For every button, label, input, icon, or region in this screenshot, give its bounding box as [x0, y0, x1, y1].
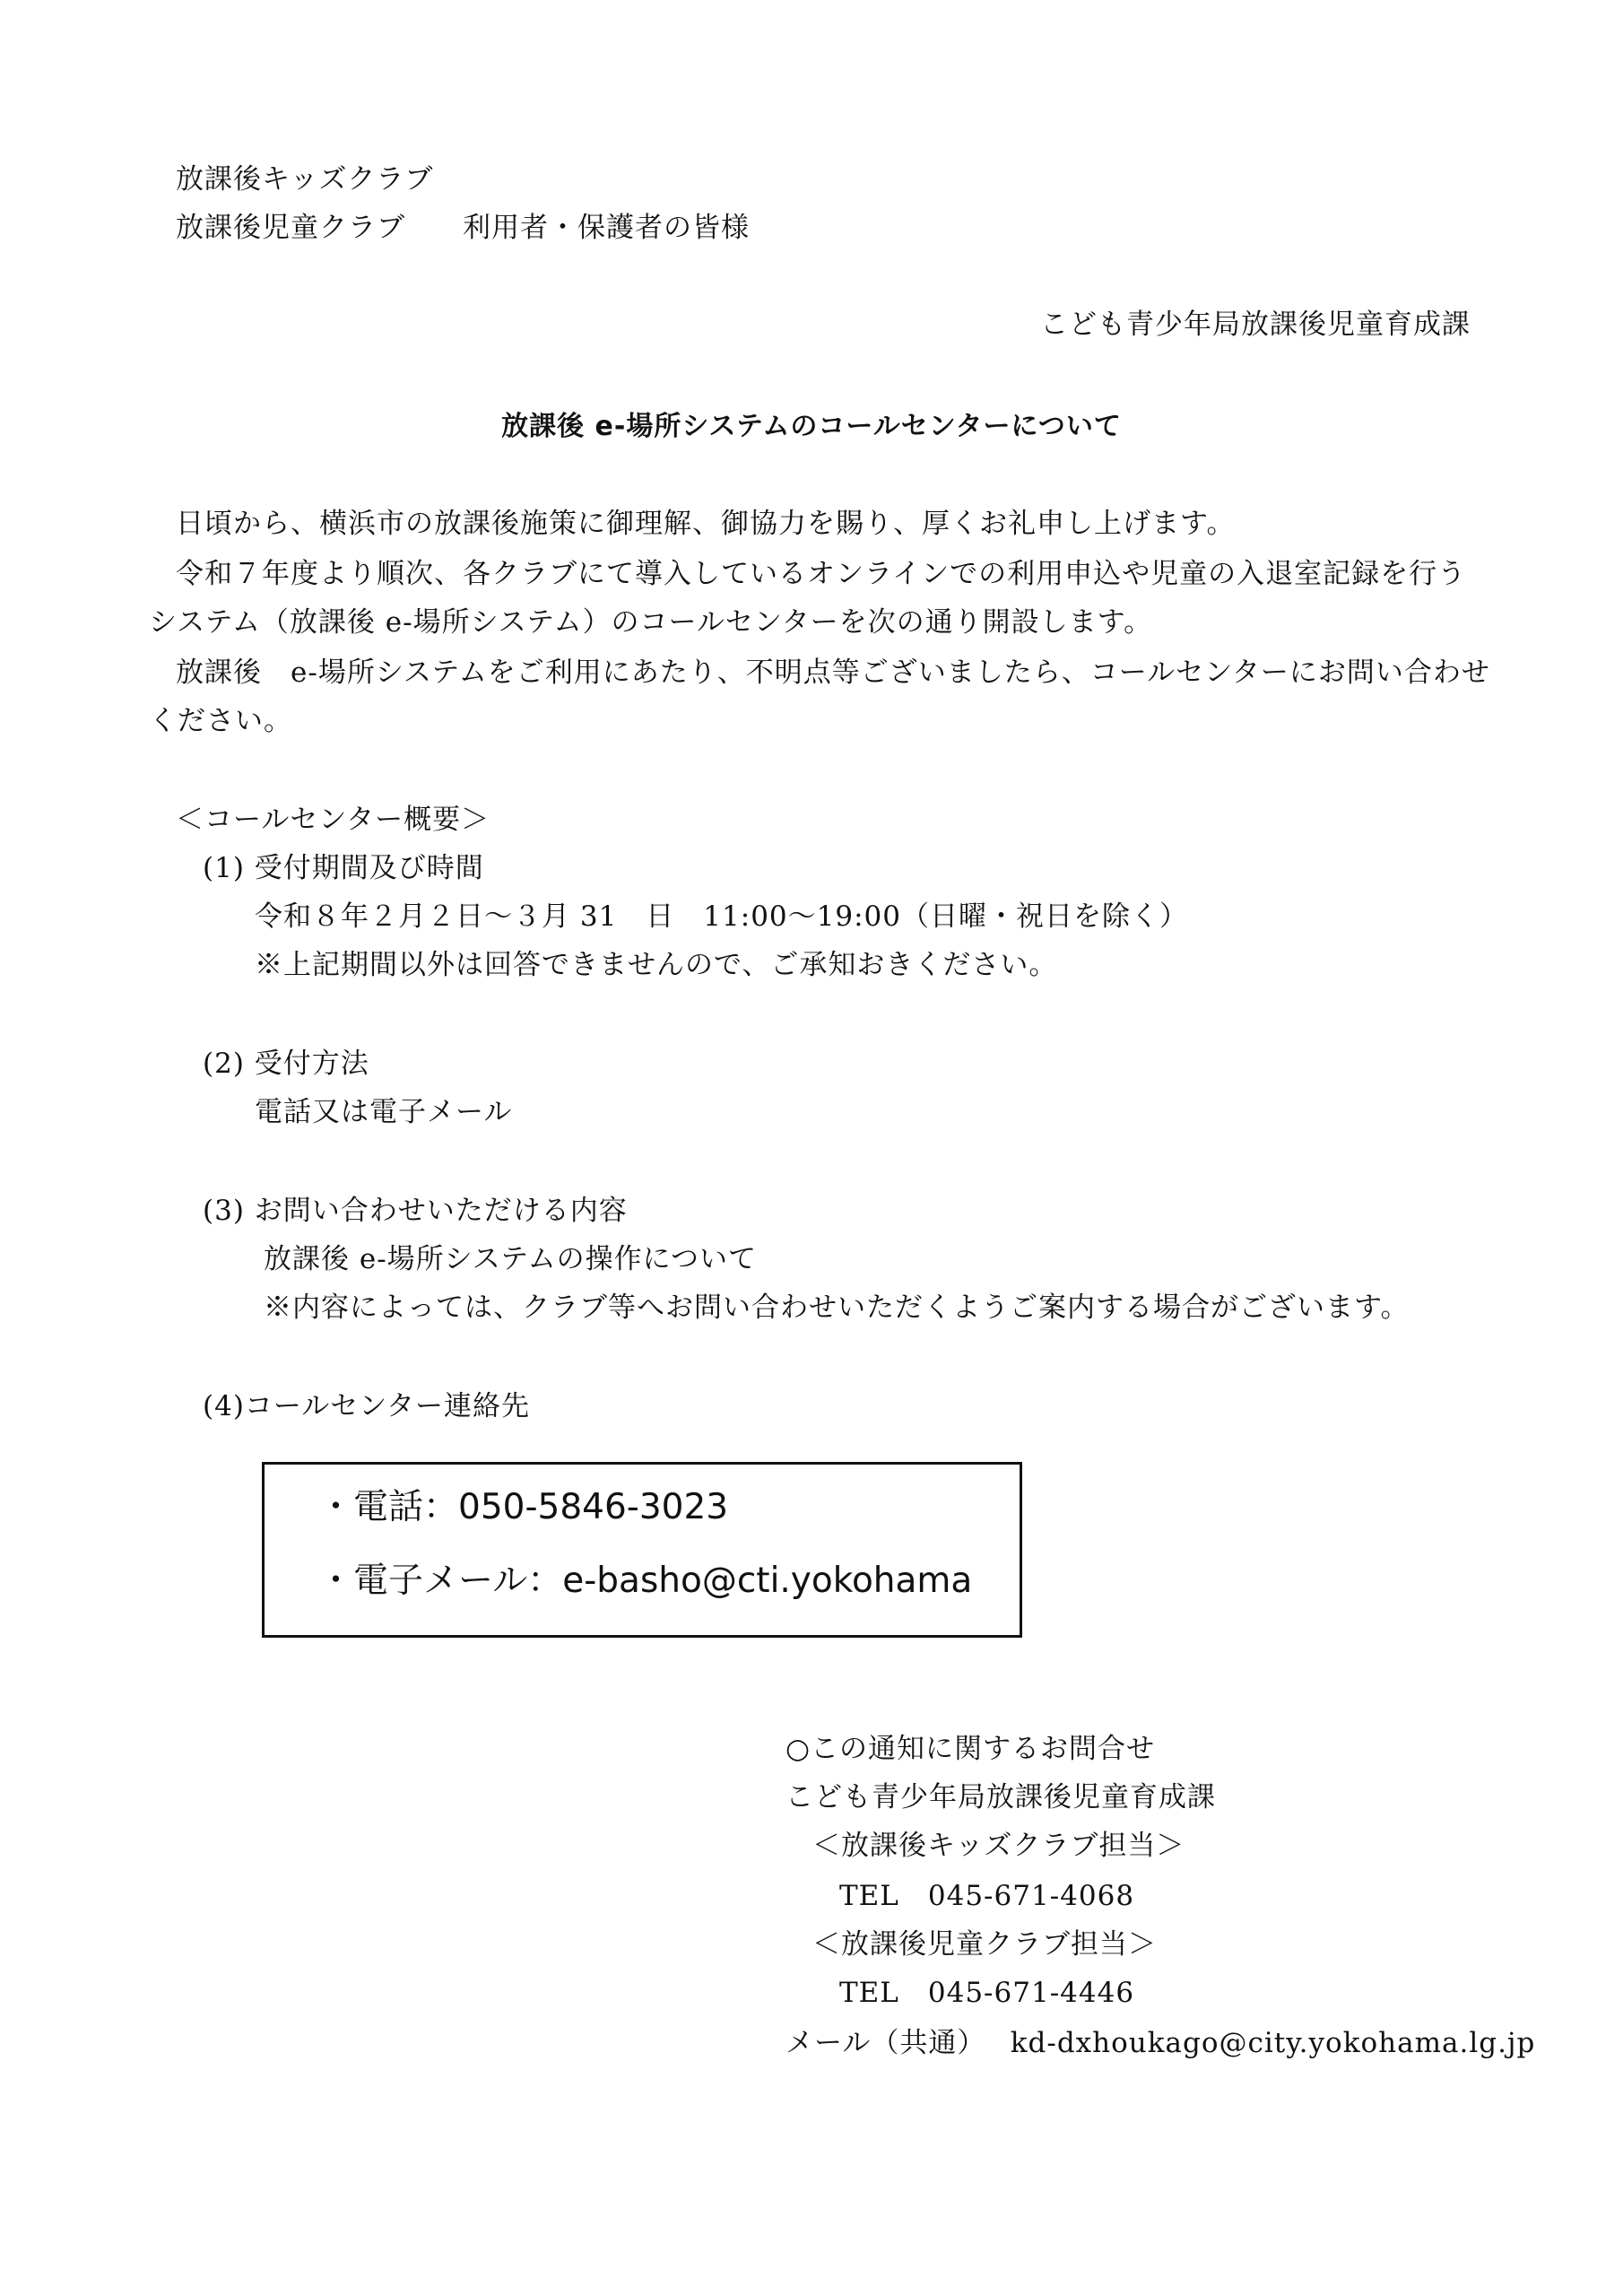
inquiry-department: こども青少年局放課後児童育成課 [785, 1781, 1216, 1813]
item-1-heading: (1) 受付期間及び時間 [203, 852, 484, 884]
inquiry-heading: ○この通知に関するお問合せ [785, 1733, 1156, 1765]
inquiry-jido-label: ＜放課後児童クラブ担当＞ [812, 1928, 1157, 1961]
inquiry-kids-label: ＜放課後キッズクラブ担当＞ [812, 1830, 1185, 1862]
body-paragraph-3-line-1: 放課後 e-場所システムをご利用にあたり、不明点等ございましたら、コールセンターにお問い合わせ [176, 657, 1490, 689]
item-2-line-1: 電話又は電子メール [255, 1096, 513, 1128]
recipient-line-1: 放課後キッズクラブ [176, 163, 434, 196]
inquiry-jido-tel: TEL 045-671-4446 [839, 1977, 1135, 2009]
item-4-heading: (4)コールセンター連絡先 [203, 1390, 531, 1422]
item-3-line-1: 放課後 e-場所システムの操作について [264, 1243, 757, 1275]
body-paragraph-2-line-2: システム（放課後 e-場所システム）のコールセンターを次の通り開設します。 [149, 606, 1153, 639]
item-2-heading: (2) 受付方法 [203, 1048, 369, 1080]
item-3-line-2: ※内容によっては、クラブ等へお問い合わせいただくようご案内する場合がございます。 [264, 1292, 1410, 1324]
inquiry-mail: メール（共通） kd-dxhoukago@city.yokohama.lg.jp [785, 2027, 1536, 2059]
recipient-line-2: 放課後児童クラブ 利用者・保護者の皆様 [176, 212, 750, 244]
item-1-line-2: ※上記期間以外は回答できませんので、ご承知おきください。 [255, 949, 1058, 981]
contact-box [262, 1462, 1022, 1638]
document-title: 放課後 e-場所システムのコールセンターについて [501, 411, 1122, 442]
body-paragraph-2-line-1: 令和７年度より順次、各クラブにて導入しているオンラインでの利用申込や児童の入退室記録を行う [176, 558, 1467, 590]
body-paragraph-3-line-2: ください。 [149, 705, 292, 737]
contact-phone: ・電話：050-5846-3023 [318, 1487, 729, 1527]
contact-email: ・電子メール：e-basho@cti.yokohama [318, 1561, 973, 1601]
sender-department: こども青少年局放課後児童育成課 [1040, 309, 1471, 341]
item-1-line-1: 令和８年２月２日～３月 31 日 11:00～19:00（日曜・祝日を除く） [255, 900, 1188, 933]
body-paragraph-1: 日頃から、横浜市の放課後施策に御理解、御協力を賜り、厚くお礼申し上げます。 [176, 508, 1236, 540]
inquiry-kids-tel: TEL 045-671-4068 [839, 1880, 1135, 1912]
item-3-heading: (3) お問い合わせいただける内容 [203, 1195, 628, 1227]
overview-heading: ＜コールセンター概要＞ [176, 804, 490, 836]
